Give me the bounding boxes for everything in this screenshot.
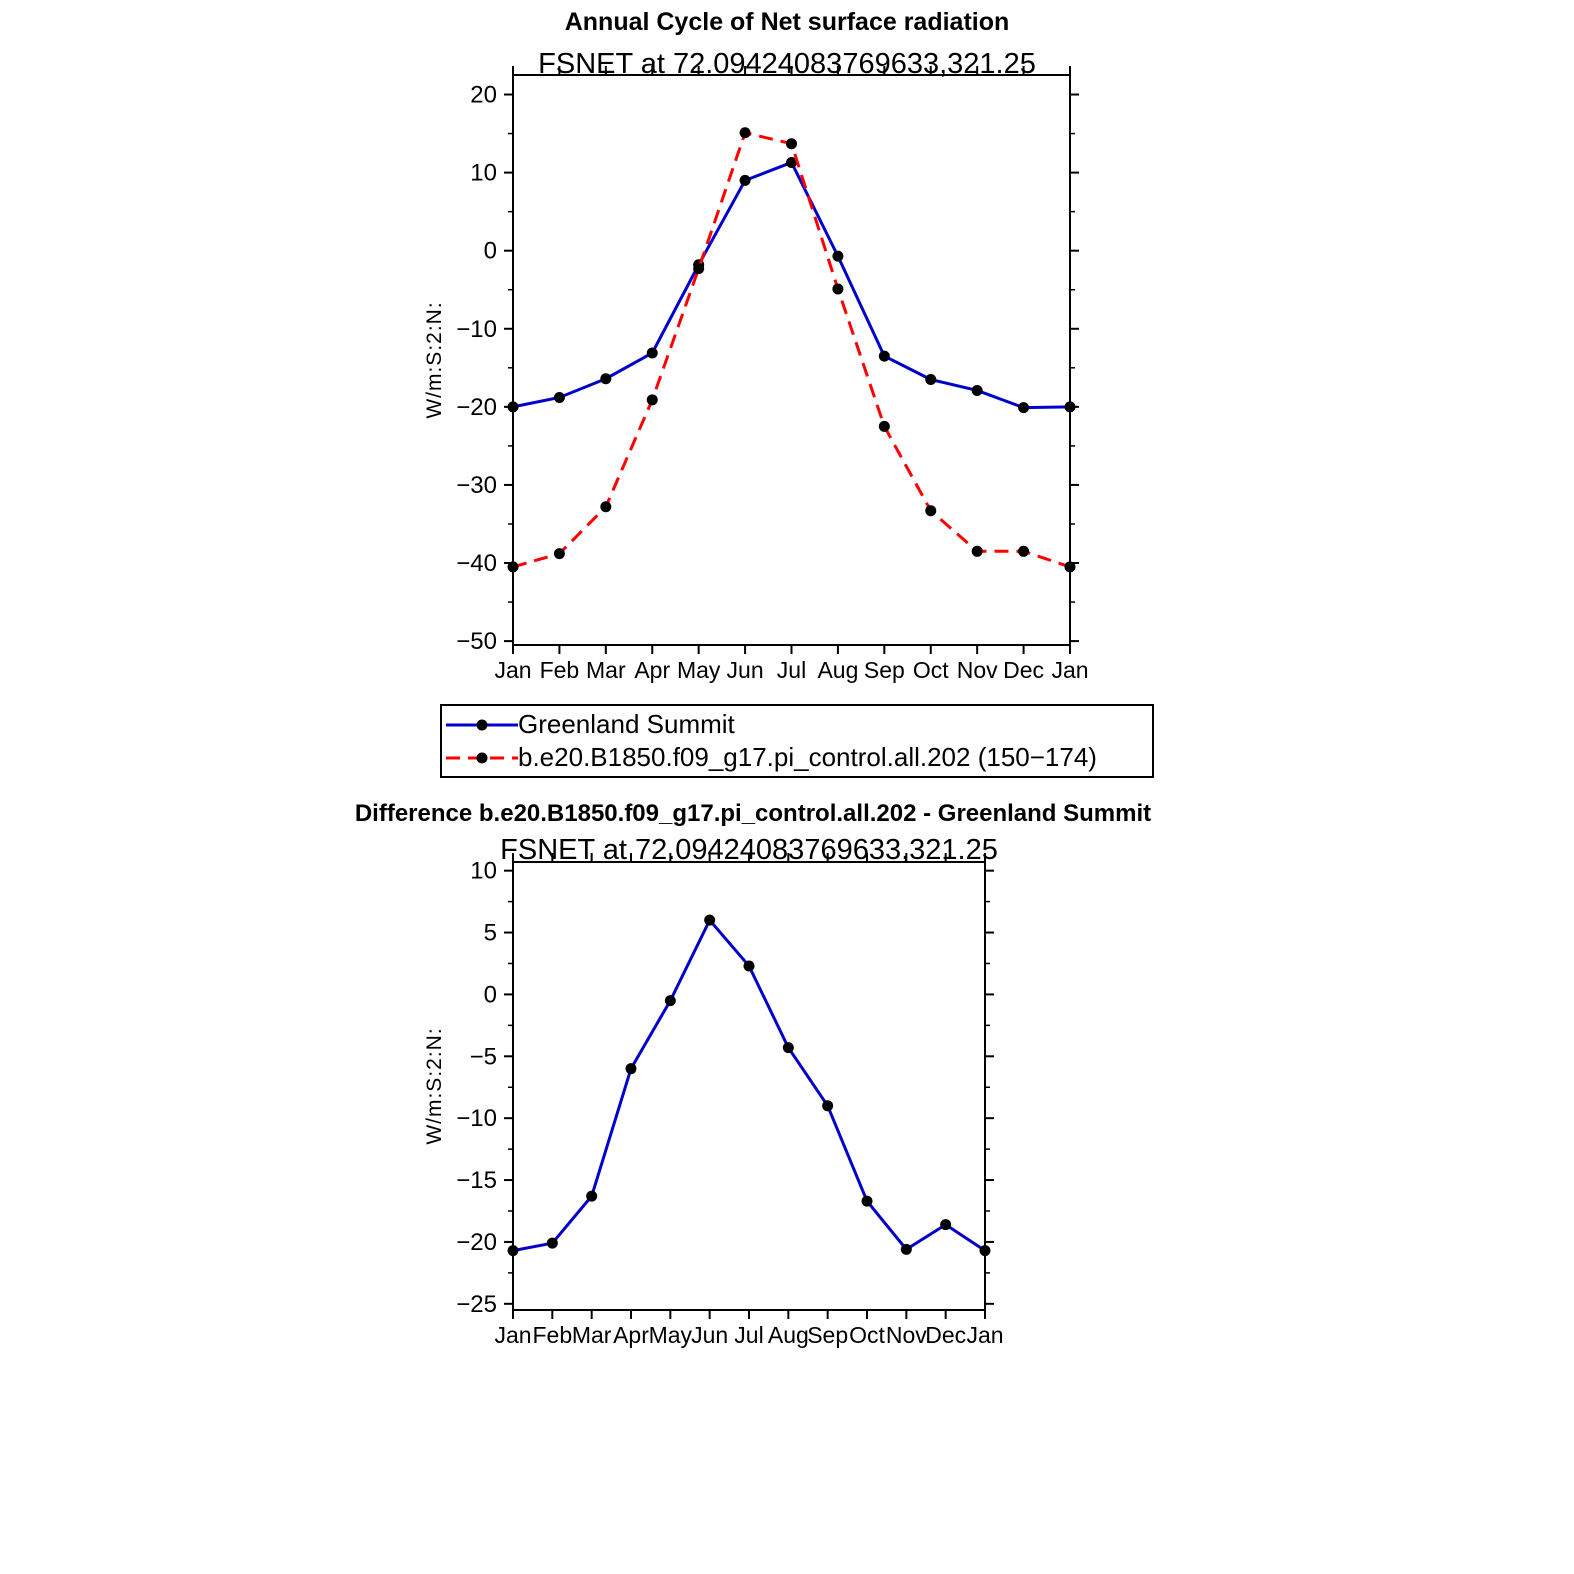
data-point-marker: [1018, 546, 1029, 557]
legend-label: Greenland Summit: [518, 709, 735, 739]
x-tick-label: Nov: [885, 1322, 927, 1348]
line-chart-1: [423, 66, 1089, 683]
chart1-title: Annual Cycle of Net surface radiation: [564, 8, 1010, 36]
data-point-marker: [600, 501, 611, 512]
line-chart-2: [423, 853, 1004, 1348]
x-tick-label: Jan: [1051, 657, 1089, 683]
y-tick-label: −20: [456, 1228, 497, 1256]
x-tick-label: May: [648, 1322, 693, 1348]
data-point-marker: [832, 283, 843, 294]
x-tick-label: Jan: [494, 1322, 532, 1348]
x-tick-label: Sep: [863, 657, 905, 683]
x-tick-label: Jun: [726, 657, 764, 683]
data-point-marker: [980, 1245, 991, 1256]
y-tick-label: −40: [456, 550, 497, 578]
data-point-marker: [901, 1244, 912, 1255]
x-tick-label: May: [676, 657, 721, 683]
legend-item-greenland-summit: [446, 708, 1148, 741]
x-tick-label: Oct: [912, 657, 949, 683]
data-point-marker: [600, 373, 611, 384]
x-tick-label: Mar: [571, 1322, 612, 1348]
data-point-marker: [554, 548, 565, 559]
x-tick-label: Jul: [776, 657, 807, 683]
data-point-marker: [647, 394, 658, 405]
legend-line-sample-red-dashed: [446, 747, 518, 769]
data-point-marker: [554, 392, 565, 403]
x-tick-label: Aug: [817, 657, 859, 683]
x-tick-label: Feb: [532, 1322, 573, 1348]
y-tick-label: 10: [470, 857, 497, 885]
x-tick-label: Feb: [539, 657, 580, 683]
series-line: [513, 162, 1070, 407]
x-tick-label: Apr: [613, 1322, 649, 1348]
x-tick-label: Dec: [925, 1322, 967, 1348]
data-point-marker: [744, 960, 755, 971]
data-point-marker: [1065, 401, 1076, 412]
legend-marker-icon: [477, 719, 488, 730]
data-point-marker: [508, 1245, 519, 1256]
data-point-marker: [822, 1100, 833, 1111]
data-point-marker: [586, 1191, 597, 1202]
data-point-marker: [508, 401, 519, 412]
data-point-marker: [786, 138, 797, 149]
chart2-title: Difference b.e20.B1850.f09_g17.pi_control.all.202 - Greenland Summit: [354, 800, 1152, 827]
data-point-marker: [665, 995, 676, 1006]
data-point-marker: [547, 1238, 558, 1249]
data-point-marker: [693, 263, 704, 274]
data-point-marker: [832, 251, 843, 262]
x-tick-label: Jan: [494, 657, 532, 683]
legend-marker-icon: [477, 752, 488, 763]
y-tick-label: −10: [456, 1105, 497, 1133]
data-point-marker: [783, 1042, 794, 1053]
data-point-marker: [940, 1219, 951, 1230]
x-tick-label: Jan: [966, 1322, 1004, 1348]
chart1-subtitle: FSNET at 72.09424083769633,321.25: [538, 48, 1036, 80]
x-tick-label: Jun: [691, 1322, 729, 1348]
x-tick-label: Mar: [586, 657, 626, 683]
data-point-marker: [740, 127, 751, 138]
chart2-subtitle: FSNET at 72.09424083769633,321.25: [500, 834, 998, 866]
y-tick-label: −10: [456, 315, 497, 343]
data-point-marker: [704, 915, 715, 926]
y-tick-label: 0: [483, 237, 497, 265]
data-point-marker: [925, 505, 936, 516]
y-tick-label: 0: [483, 981, 497, 1009]
data-point-marker: [879, 421, 890, 432]
y-tick-label: 20: [470, 81, 497, 109]
y-axis-title: W/m:S:2:N:: [423, 1027, 446, 1145]
legend-label: b.e20.B1850.f09_g17.pi_control.all.202 (150−174): [518, 742, 1097, 772]
data-point-marker: [972, 385, 983, 396]
y-tick-label: −25: [456, 1290, 497, 1318]
series-line: [513, 133, 1070, 567]
x-tick-label: Jul: [734, 1322, 764, 1348]
data-point-marker: [740, 175, 751, 186]
y-tick-label: −15: [456, 1167, 497, 1195]
y-tick-label: −30: [456, 471, 497, 499]
data-point-marker: [508, 561, 519, 572]
legend: [440, 704, 1154, 778]
y-tick-label: 5: [483, 919, 497, 947]
x-tick-label: Aug: [767, 1322, 809, 1348]
y-axis-title: W/m:S:2:N:: [423, 301, 446, 419]
data-point-marker: [1065, 561, 1076, 572]
data-point-marker: [879, 351, 890, 362]
y-tick-label: −50: [456, 628, 497, 656]
y-tick-label: −5: [469, 1043, 497, 1071]
y-tick-label: 10: [470, 159, 497, 187]
data-point-marker: [647, 347, 658, 358]
data-point-marker: [925, 374, 936, 385]
x-tick-label: Nov: [956, 657, 998, 683]
x-tick-label: Oct: [849, 1322, 885, 1348]
data-point-marker: [626, 1063, 637, 1074]
y-tick-label: −20: [456, 393, 497, 421]
data-point-marker: [972, 546, 983, 557]
x-tick-label: Sep: [807, 1322, 849, 1348]
legend-line-sample-blue: [446, 714, 518, 736]
x-tick-label: Apr: [634, 657, 671, 683]
legend-item-pi-control: [446, 741, 1148, 774]
x-tick-label: Dec: [1003, 657, 1045, 683]
data-point-marker: [862, 1196, 873, 1207]
data-point-marker: [1018, 402, 1029, 413]
